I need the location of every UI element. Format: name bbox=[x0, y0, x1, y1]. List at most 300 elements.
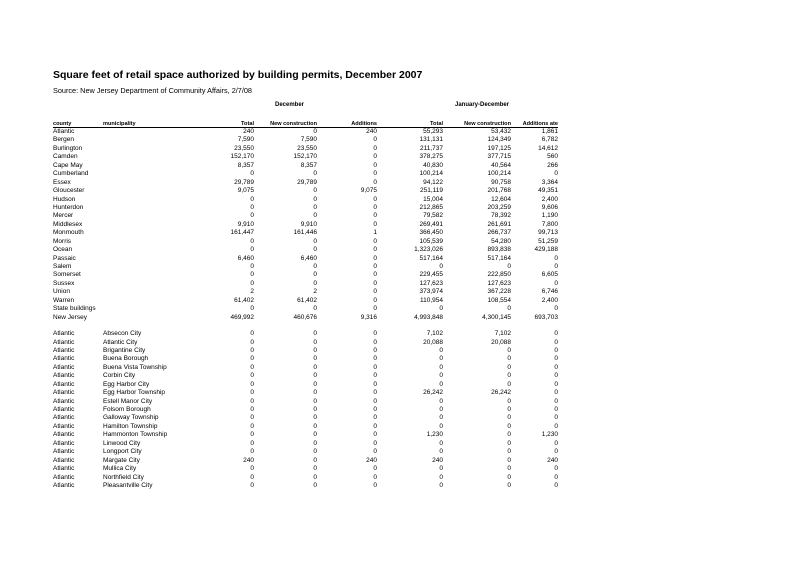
cell-county: Atlantic bbox=[53, 439, 75, 447]
cell-county: Atlantic bbox=[53, 338, 75, 346]
cell-ytd-new-construction: 0 bbox=[507, 397, 511, 405]
table-row bbox=[0, 347, 800, 355]
cell-december-additions: 0 bbox=[373, 380, 377, 388]
cell-ytd-new-construction: 0 bbox=[507, 465, 511, 473]
cell-december-additions: 0 bbox=[373, 288, 377, 296]
table-row bbox=[0, 128, 800, 136]
cell-december-new-construction: 61,402 bbox=[297, 296, 317, 304]
cell-ytd-total: 0 bbox=[439, 422, 443, 430]
cell-ytd-new-construction: 0 bbox=[507, 355, 511, 363]
cell-ytd-new-construction: 0 bbox=[507, 380, 511, 388]
cell-ytd-total: 240 bbox=[432, 456, 443, 464]
table-row bbox=[0, 179, 800, 187]
cell-ytd-new-construction: 367,228 bbox=[487, 288, 511, 296]
cell-county: Morris bbox=[53, 237, 72, 245]
cell-december-additions: 9,316 bbox=[360, 313, 377, 321]
table-row bbox=[0, 187, 800, 195]
cell-municipality: Atlantic City bbox=[103, 338, 138, 346]
cell-county: Atlantic bbox=[53, 456, 75, 464]
cell-december-new-construction: 0 bbox=[313, 363, 317, 371]
cell-ytd-new-construction: 197,125 bbox=[487, 144, 511, 152]
cell-ytd-additions: 560 bbox=[547, 153, 558, 161]
cell-december-total: 0 bbox=[250, 212, 254, 220]
cell-ytd-additions: 1,230 bbox=[541, 431, 558, 439]
cell-december-additions: 0 bbox=[373, 338, 377, 346]
cell-ytd-total: 0 bbox=[439, 473, 443, 481]
table-row bbox=[0, 162, 800, 170]
cell-county: State buildings bbox=[53, 305, 96, 313]
cell-county: Atlantic bbox=[53, 406, 75, 413]
table-row bbox=[0, 221, 800, 229]
cell-ytd-total: 373,974 bbox=[419, 288, 443, 296]
cell-december-additions: 0 bbox=[373, 431, 377, 439]
cell-county: Atlantic bbox=[53, 363, 75, 371]
cell-ytd-new-construction: 0 bbox=[507, 456, 511, 464]
cell-december-additions: 0 bbox=[373, 178, 377, 186]
cell-county: Passaic bbox=[53, 254, 76, 262]
cell-ytd-new-construction: 893,838 bbox=[487, 246, 511, 254]
cell-december-new-construction: 0 bbox=[313, 271, 317, 279]
cell-december-additions: 0 bbox=[373, 330, 377, 338]
cell-december-new-construction: 0 bbox=[313, 465, 317, 473]
cell-december-additions: 0 bbox=[373, 212, 377, 220]
cell-december-new-construction: 0 bbox=[313, 355, 317, 363]
column-header-december-additions: Additions bbox=[351, 121, 377, 127]
column-header-county: county bbox=[53, 121, 72, 127]
cell-ytd-total: 4,993,848 bbox=[414, 313, 443, 321]
cell-ytd-additions: 0 bbox=[554, 254, 558, 262]
cell-december-additions: 0 bbox=[373, 237, 377, 245]
cell-ytd-additions: 0 bbox=[554, 473, 558, 481]
cell-december-new-construction: 0 bbox=[313, 338, 317, 346]
cell-ytd-additions: 0 bbox=[554, 380, 558, 388]
cell-county: Atlantic bbox=[53, 397, 75, 405]
cell-ytd-additions: 99,713 bbox=[538, 229, 558, 237]
cell-december-new-construction: 0 bbox=[313, 448, 317, 456]
table-row bbox=[0, 212, 800, 220]
cell-ytd-additions: 0 bbox=[554, 330, 558, 338]
table-row bbox=[0, 474, 800, 482]
cell-ytd-new-construction: 100,214 bbox=[487, 170, 511, 178]
cell-december-total: 6,460 bbox=[237, 254, 254, 262]
cell-december-total: 0 bbox=[250, 237, 254, 245]
cell-ytd-total: 378,275 bbox=[419, 153, 443, 161]
cell-ytd-total: 517,164 bbox=[419, 254, 443, 262]
cell-december-total: 0 bbox=[250, 203, 254, 211]
cell-december-additions: 0 bbox=[373, 203, 377, 211]
cell-december-total: 0 bbox=[250, 397, 254, 405]
cell-ytd-total: 105,539 bbox=[419, 237, 443, 245]
cell-ytd-new-construction: 54,280 bbox=[491, 237, 511, 245]
column-header-municipality: municipality bbox=[103, 121, 136, 127]
cell-december-new-construction: 23,550 bbox=[297, 144, 317, 152]
cell-ytd-new-construction: 377,715 bbox=[487, 153, 511, 161]
cell-december-additions: 0 bbox=[373, 170, 377, 178]
cell-county: Atlantic bbox=[53, 473, 75, 481]
cell-municipality: Pleasantville City bbox=[103, 481, 153, 489]
cell-ytd-new-construction: 261,691 bbox=[487, 220, 511, 228]
cell-december-new-construction: 0 bbox=[313, 170, 317, 178]
cell-december-additions: 0 bbox=[373, 305, 377, 313]
cell-ytd-additions: 51,259 bbox=[538, 237, 558, 245]
cell-ytd-additions: 6,746 bbox=[541, 288, 558, 296]
cell-december-new-construction: 0 bbox=[313, 279, 317, 287]
cell-december-new-construction: 0 bbox=[313, 422, 317, 430]
cell-ytd-new-construction: 12,604 bbox=[491, 195, 511, 203]
cell-ytd-total: 0 bbox=[439, 406, 443, 413]
table-row bbox=[0, 398, 800, 406]
cell-december-new-construction: 8,357 bbox=[300, 161, 317, 169]
cell-county: Atlantic bbox=[53, 431, 75, 439]
cell-county: Essex bbox=[53, 178, 71, 186]
cell-ytd-total: 100,214 bbox=[419, 170, 443, 178]
cell-ytd-new-construction: 127,623 bbox=[487, 279, 511, 287]
cell-ytd-total: 0 bbox=[439, 372, 443, 380]
cell-december-additions: 0 bbox=[373, 389, 377, 397]
cell-ytd-new-construction: 108,554 bbox=[487, 296, 511, 304]
cell-ytd-total: 26,242 bbox=[423, 389, 443, 397]
cell-ytd-total: 212,865 bbox=[419, 203, 443, 211]
cell-december-total: 0 bbox=[250, 338, 254, 346]
cell-ytd-new-construction: 0 bbox=[507, 422, 511, 430]
table-row bbox=[0, 271, 800, 279]
cell-ytd-total: 15,004 bbox=[423, 195, 443, 203]
cell-county: Sussex bbox=[53, 279, 75, 287]
cell-ytd-additions: 0 bbox=[554, 448, 558, 456]
cell-december-new-construction: 0 bbox=[313, 195, 317, 203]
cell-ytd-total: 1,323,026 bbox=[414, 246, 443, 254]
cell-december-total: 7,590 bbox=[237, 136, 254, 144]
page-title: Square feet of retail space authorized by building permits, December 2007 bbox=[53, 69, 423, 81]
cell-december-new-construction: 0 bbox=[313, 397, 317, 405]
cell-ytd-additions: 429,188 bbox=[534, 246, 558, 254]
table-row bbox=[0, 280, 800, 288]
cell-december-total: 240 bbox=[243, 128, 254, 135]
cell-ytd-total: 127,623 bbox=[419, 279, 443, 287]
cell-december-additions: 0 bbox=[373, 355, 377, 363]
cell-december-new-construction: 0 bbox=[313, 346, 317, 354]
cell-ytd-total: 269,491 bbox=[419, 220, 443, 228]
cell-ytd-total: 0 bbox=[439, 397, 443, 405]
cell-ytd-additions: 0 bbox=[554, 170, 558, 178]
table-row bbox=[0, 305, 800, 313]
cell-ytd-total: 211,737 bbox=[419, 144, 443, 152]
cell-december-additions: 0 bbox=[373, 439, 377, 447]
cell-december-total: 0 bbox=[250, 355, 254, 363]
cell-december-new-construction: 0 bbox=[313, 473, 317, 481]
cell-ytd-additions: 0 bbox=[554, 355, 558, 363]
cell-december-additions: 0 bbox=[373, 465, 377, 473]
cell-county: Atlantic bbox=[53, 389, 75, 397]
cell-ytd-total: 110,954 bbox=[419, 296, 443, 304]
cell-ytd-additions: 1,190 bbox=[541, 212, 558, 220]
cell-december-total: 0 bbox=[250, 448, 254, 456]
cell-ytd-total: 0 bbox=[439, 363, 443, 371]
column-header-ytd-new-construction: New construction bbox=[464, 121, 511, 127]
cell-december-additions: 0 bbox=[373, 296, 377, 304]
cell-december-additions: 0 bbox=[373, 144, 377, 152]
table-row bbox=[0, 136, 800, 144]
cell-december-additions: 240 bbox=[366, 128, 377, 135]
cell-ytd-total: 131,131 bbox=[419, 136, 443, 144]
cell-ytd-additions: 49,351 bbox=[538, 187, 558, 195]
cell-december-additions: 0 bbox=[373, 414, 377, 422]
cell-december-additions: 0 bbox=[373, 363, 377, 371]
cell-county: Atlantic bbox=[53, 414, 75, 422]
cell-ytd-additions: 0 bbox=[554, 439, 558, 447]
cell-december-total: 0 bbox=[250, 431, 254, 439]
cell-december-new-construction: 0 bbox=[313, 372, 317, 380]
cell-december-new-construction: 0 bbox=[313, 481, 317, 489]
cell-december-additions: 0 bbox=[373, 372, 377, 380]
data-table-body bbox=[0, 128, 800, 490]
cell-municipality: Linwood City bbox=[103, 439, 141, 447]
cell-ytd-new-construction: 0 bbox=[507, 439, 511, 447]
cell-december-total: 469,992 bbox=[230, 313, 254, 321]
table-row bbox=[0, 339, 800, 347]
cell-december-total: 0 bbox=[250, 473, 254, 481]
table-row bbox=[0, 330, 800, 338]
cell-ytd-additions: 9,606 bbox=[541, 203, 558, 211]
cell-december-total: 0 bbox=[250, 439, 254, 447]
table-row bbox=[0, 145, 800, 153]
cell-december-additions: 0 bbox=[373, 346, 377, 354]
cell-municipality: Corbin City bbox=[103, 372, 136, 380]
cell-ytd-new-construction: 0 bbox=[507, 406, 511, 413]
cell-municipality: Margate City bbox=[103, 456, 140, 464]
cell-december-new-construction: 0 bbox=[313, 246, 317, 254]
table-row bbox=[0, 372, 800, 380]
cell-december-new-construction: 0 bbox=[313, 305, 317, 313]
cell-december-total: 0 bbox=[250, 305, 254, 313]
cell-municipality: Buena Vista Township bbox=[103, 363, 167, 371]
cell-ytd-new-construction: 201,768 bbox=[487, 187, 511, 195]
table-row bbox=[0, 314, 800, 322]
cell-ytd-total: 366,450 bbox=[419, 229, 443, 237]
cell-december-total: 0 bbox=[250, 414, 254, 422]
cell-county: Bergen bbox=[53, 136, 74, 144]
cell-december-new-construction: 161,446 bbox=[293, 229, 317, 237]
cell-county: New Jersey bbox=[53, 313, 87, 321]
table-row bbox=[0, 263, 800, 271]
group-header-december: December bbox=[275, 102, 305, 108]
cell-county: Atlantic bbox=[53, 372, 75, 380]
cell-december-new-construction: 6,460 bbox=[300, 254, 317, 262]
table-row bbox=[0, 440, 800, 448]
cell-municipality: Galloway Township bbox=[103, 414, 159, 422]
cell-ytd-new-construction: 0 bbox=[507, 473, 511, 481]
cell-ytd-new-construction: 4,300,145 bbox=[482, 313, 511, 321]
cell-december-new-construction: 152,170 bbox=[293, 153, 317, 161]
cell-county: Middlesex bbox=[53, 220, 83, 228]
cell-county: Mercer bbox=[53, 212, 74, 220]
cell-county: Atlantic bbox=[53, 128, 75, 135]
cell-municipality: Egg Harbor City bbox=[103, 380, 150, 388]
cell-december-total: 240 bbox=[243, 456, 254, 464]
cell-december-additions: 0 bbox=[373, 406, 377, 413]
cell-county: Atlantic bbox=[53, 465, 75, 473]
cell-december-total: 0 bbox=[250, 330, 254, 338]
cell-municipality: Egg Harbor Township bbox=[103, 389, 166, 397]
cell-ytd-total: 0 bbox=[439, 263, 443, 270]
cell-municipality: Folsom Borough bbox=[103, 406, 151, 413]
cell-ytd-new-construction: 0 bbox=[507, 263, 511, 270]
table-row bbox=[0, 204, 800, 212]
cell-ytd-total: 0 bbox=[439, 465, 443, 473]
cell-ytd-additions: 240 bbox=[547, 456, 558, 464]
cell-ytd-total: 79,582 bbox=[423, 212, 443, 220]
cell-ytd-total: 0 bbox=[439, 448, 443, 456]
cell-december-total: 0 bbox=[250, 263, 254, 270]
cell-ytd-additions: 0 bbox=[554, 406, 558, 413]
cell-county: Atlantic bbox=[53, 448, 75, 456]
cell-county: Atlantic bbox=[53, 481, 75, 489]
cell-county: Cape May bbox=[53, 161, 83, 169]
cell-municipality: Brigantine City bbox=[103, 346, 146, 354]
cell-december-total: 2 bbox=[250, 288, 254, 296]
cell-december-total: 0 bbox=[250, 481, 254, 489]
cell-december-additions: 0 bbox=[373, 195, 377, 203]
cell-county: Union bbox=[53, 288, 70, 296]
cell-ytd-additions: 0 bbox=[554, 389, 558, 397]
table-row bbox=[0, 238, 800, 246]
cell-ytd-additions: 0 bbox=[554, 338, 558, 346]
cell-december-additions: 0 bbox=[373, 136, 377, 144]
cell-december-total: 0 bbox=[250, 195, 254, 203]
cell-december-new-construction: 0 bbox=[313, 406, 317, 413]
table-row bbox=[0, 288, 800, 296]
cell-ytd-additions: 1,861 bbox=[541, 128, 558, 135]
cell-municipality: Northfield City bbox=[103, 473, 144, 481]
cell-december-total: 61,402 bbox=[234, 296, 254, 304]
table-row bbox=[0, 465, 800, 473]
cell-county: Atlantic bbox=[53, 422, 75, 430]
table-row bbox=[0, 246, 800, 254]
cell-ytd-total: 0 bbox=[439, 439, 443, 447]
table-row bbox=[0, 196, 800, 204]
cell-ytd-new-construction: 20,088 bbox=[491, 338, 511, 346]
cell-december-new-construction: 0 bbox=[313, 128, 317, 135]
cell-ytd-total: 20,088 bbox=[423, 338, 443, 346]
table-row bbox=[0, 364, 800, 372]
cell-ytd-total: 251,119 bbox=[419, 187, 443, 195]
cell-ytd-additions: 0 bbox=[554, 372, 558, 380]
table-row bbox=[0, 448, 800, 456]
cell-ytd-new-construction: 0 bbox=[507, 363, 511, 371]
cell-ytd-new-construction: 40,564 bbox=[491, 161, 511, 169]
table-row bbox=[0, 297, 800, 305]
cell-december-total: 0 bbox=[250, 246, 254, 254]
cell-county: Burlington bbox=[53, 144, 83, 152]
cell-december-new-construction: 0 bbox=[313, 330, 317, 338]
cell-county: Atlantic bbox=[53, 355, 75, 363]
table-row bbox=[0, 229, 800, 237]
column-header-december-new-construction: New construction bbox=[270, 121, 317, 127]
cell-december-new-construction: 0 bbox=[313, 263, 317, 270]
cell-ytd-additions: 693,703 bbox=[534, 313, 558, 321]
cell-december-additions: 9,075 bbox=[360, 187, 377, 195]
cell-ytd-additions: 0 bbox=[554, 481, 558, 489]
table-row bbox=[0, 423, 800, 431]
table-row bbox=[0, 153, 800, 161]
cell-ytd-additions: 7,800 bbox=[541, 220, 558, 228]
cell-ytd-new-construction: 0 bbox=[507, 431, 511, 439]
cell-december-new-construction: 0 bbox=[313, 414, 317, 422]
column-header-ytd-additions: Additions ate bbox=[522, 121, 558, 127]
cell-ytd-additions: 2,400 bbox=[541, 195, 558, 203]
table-row bbox=[0, 457, 800, 465]
column-header-ytd-total: Total bbox=[430, 121, 443, 127]
cell-december-additions: 0 bbox=[373, 254, 377, 262]
cell-december-new-construction: 0 bbox=[313, 212, 317, 220]
cell-ytd-new-construction: 26,242 bbox=[491, 389, 511, 397]
cell-december-new-construction: 460,676 bbox=[293, 313, 317, 321]
cell-ytd-new-construction: 90,758 bbox=[491, 178, 511, 186]
cell-december-total: 0 bbox=[250, 372, 254, 380]
cell-municipality: Mullica City bbox=[103, 465, 137, 473]
cell-december-new-construction: 0 bbox=[313, 456, 317, 464]
cell-county: Hunterdon bbox=[53, 203, 84, 211]
cell-ytd-additions: 0 bbox=[554, 346, 558, 354]
cell-county: Camden bbox=[53, 153, 78, 161]
cell-december-total: 0 bbox=[250, 363, 254, 371]
cell-ytd-total: 229,455 bbox=[419, 271, 443, 279]
cell-december-additions: 0 bbox=[373, 473, 377, 481]
cell-december-additions: 1 bbox=[373, 229, 377, 237]
cell-ytd-new-construction: 222,850 bbox=[487, 271, 511, 279]
cell-december-new-construction: 7,590 bbox=[300, 136, 317, 144]
cell-december-total: 0 bbox=[250, 406, 254, 413]
cell-december-additions: 0 bbox=[373, 397, 377, 405]
cell-december-total: 0 bbox=[250, 271, 254, 279]
table-row bbox=[0, 389, 800, 397]
cell-ytd-new-construction: 0 bbox=[507, 481, 511, 489]
table-row bbox=[0, 431, 800, 439]
cell-municipality: Hammonton Township bbox=[103, 431, 168, 439]
cell-december-total: 8,357 bbox=[237, 161, 254, 169]
cell-county: Cumberland bbox=[53, 170, 89, 178]
cell-county: Hudson bbox=[53, 195, 76, 203]
cell-ytd-new-construction: 0 bbox=[507, 305, 511, 313]
cell-ytd-additions: 0 bbox=[554, 465, 558, 473]
cell-ytd-new-construction: 0 bbox=[507, 448, 511, 456]
cell-december-additions: 0 bbox=[373, 448, 377, 456]
cell-ytd-additions: 0 bbox=[554, 279, 558, 287]
cell-december-total: 0 bbox=[250, 465, 254, 473]
table-row bbox=[0, 355, 800, 363]
cell-municipality: Absecon City bbox=[103, 330, 142, 338]
cell-december-additions: 0 bbox=[373, 220, 377, 228]
cell-county: Warren bbox=[53, 296, 75, 304]
cell-ytd-total: 7,102 bbox=[426, 330, 443, 338]
cell-municipality: Hamilton Township bbox=[103, 422, 158, 430]
cell-ytd-additions: 0 bbox=[554, 422, 558, 430]
cell-county: Somerset bbox=[53, 271, 81, 279]
cell-ytd-additions: 14,612 bbox=[538, 144, 558, 152]
group-header-january-december: January-December bbox=[455, 102, 510, 108]
cell-county: Atlantic bbox=[53, 380, 75, 388]
table-row bbox=[0, 414, 800, 422]
cell-december-new-construction: 0 bbox=[313, 380, 317, 388]
cell-municipality: Buena Borough bbox=[103, 355, 149, 363]
cell-ytd-total: 0 bbox=[439, 481, 443, 489]
cell-december-total: 0 bbox=[250, 279, 254, 287]
source-note: Source: New Jersey Department of Community Affairs, 2/7/08 bbox=[53, 86, 252, 95]
cell-ytd-new-construction: 0 bbox=[507, 414, 511, 422]
table-row bbox=[0, 170, 800, 178]
cell-ytd-total: 0 bbox=[439, 380, 443, 388]
cell-ytd-additions: 3,364 bbox=[541, 178, 558, 186]
